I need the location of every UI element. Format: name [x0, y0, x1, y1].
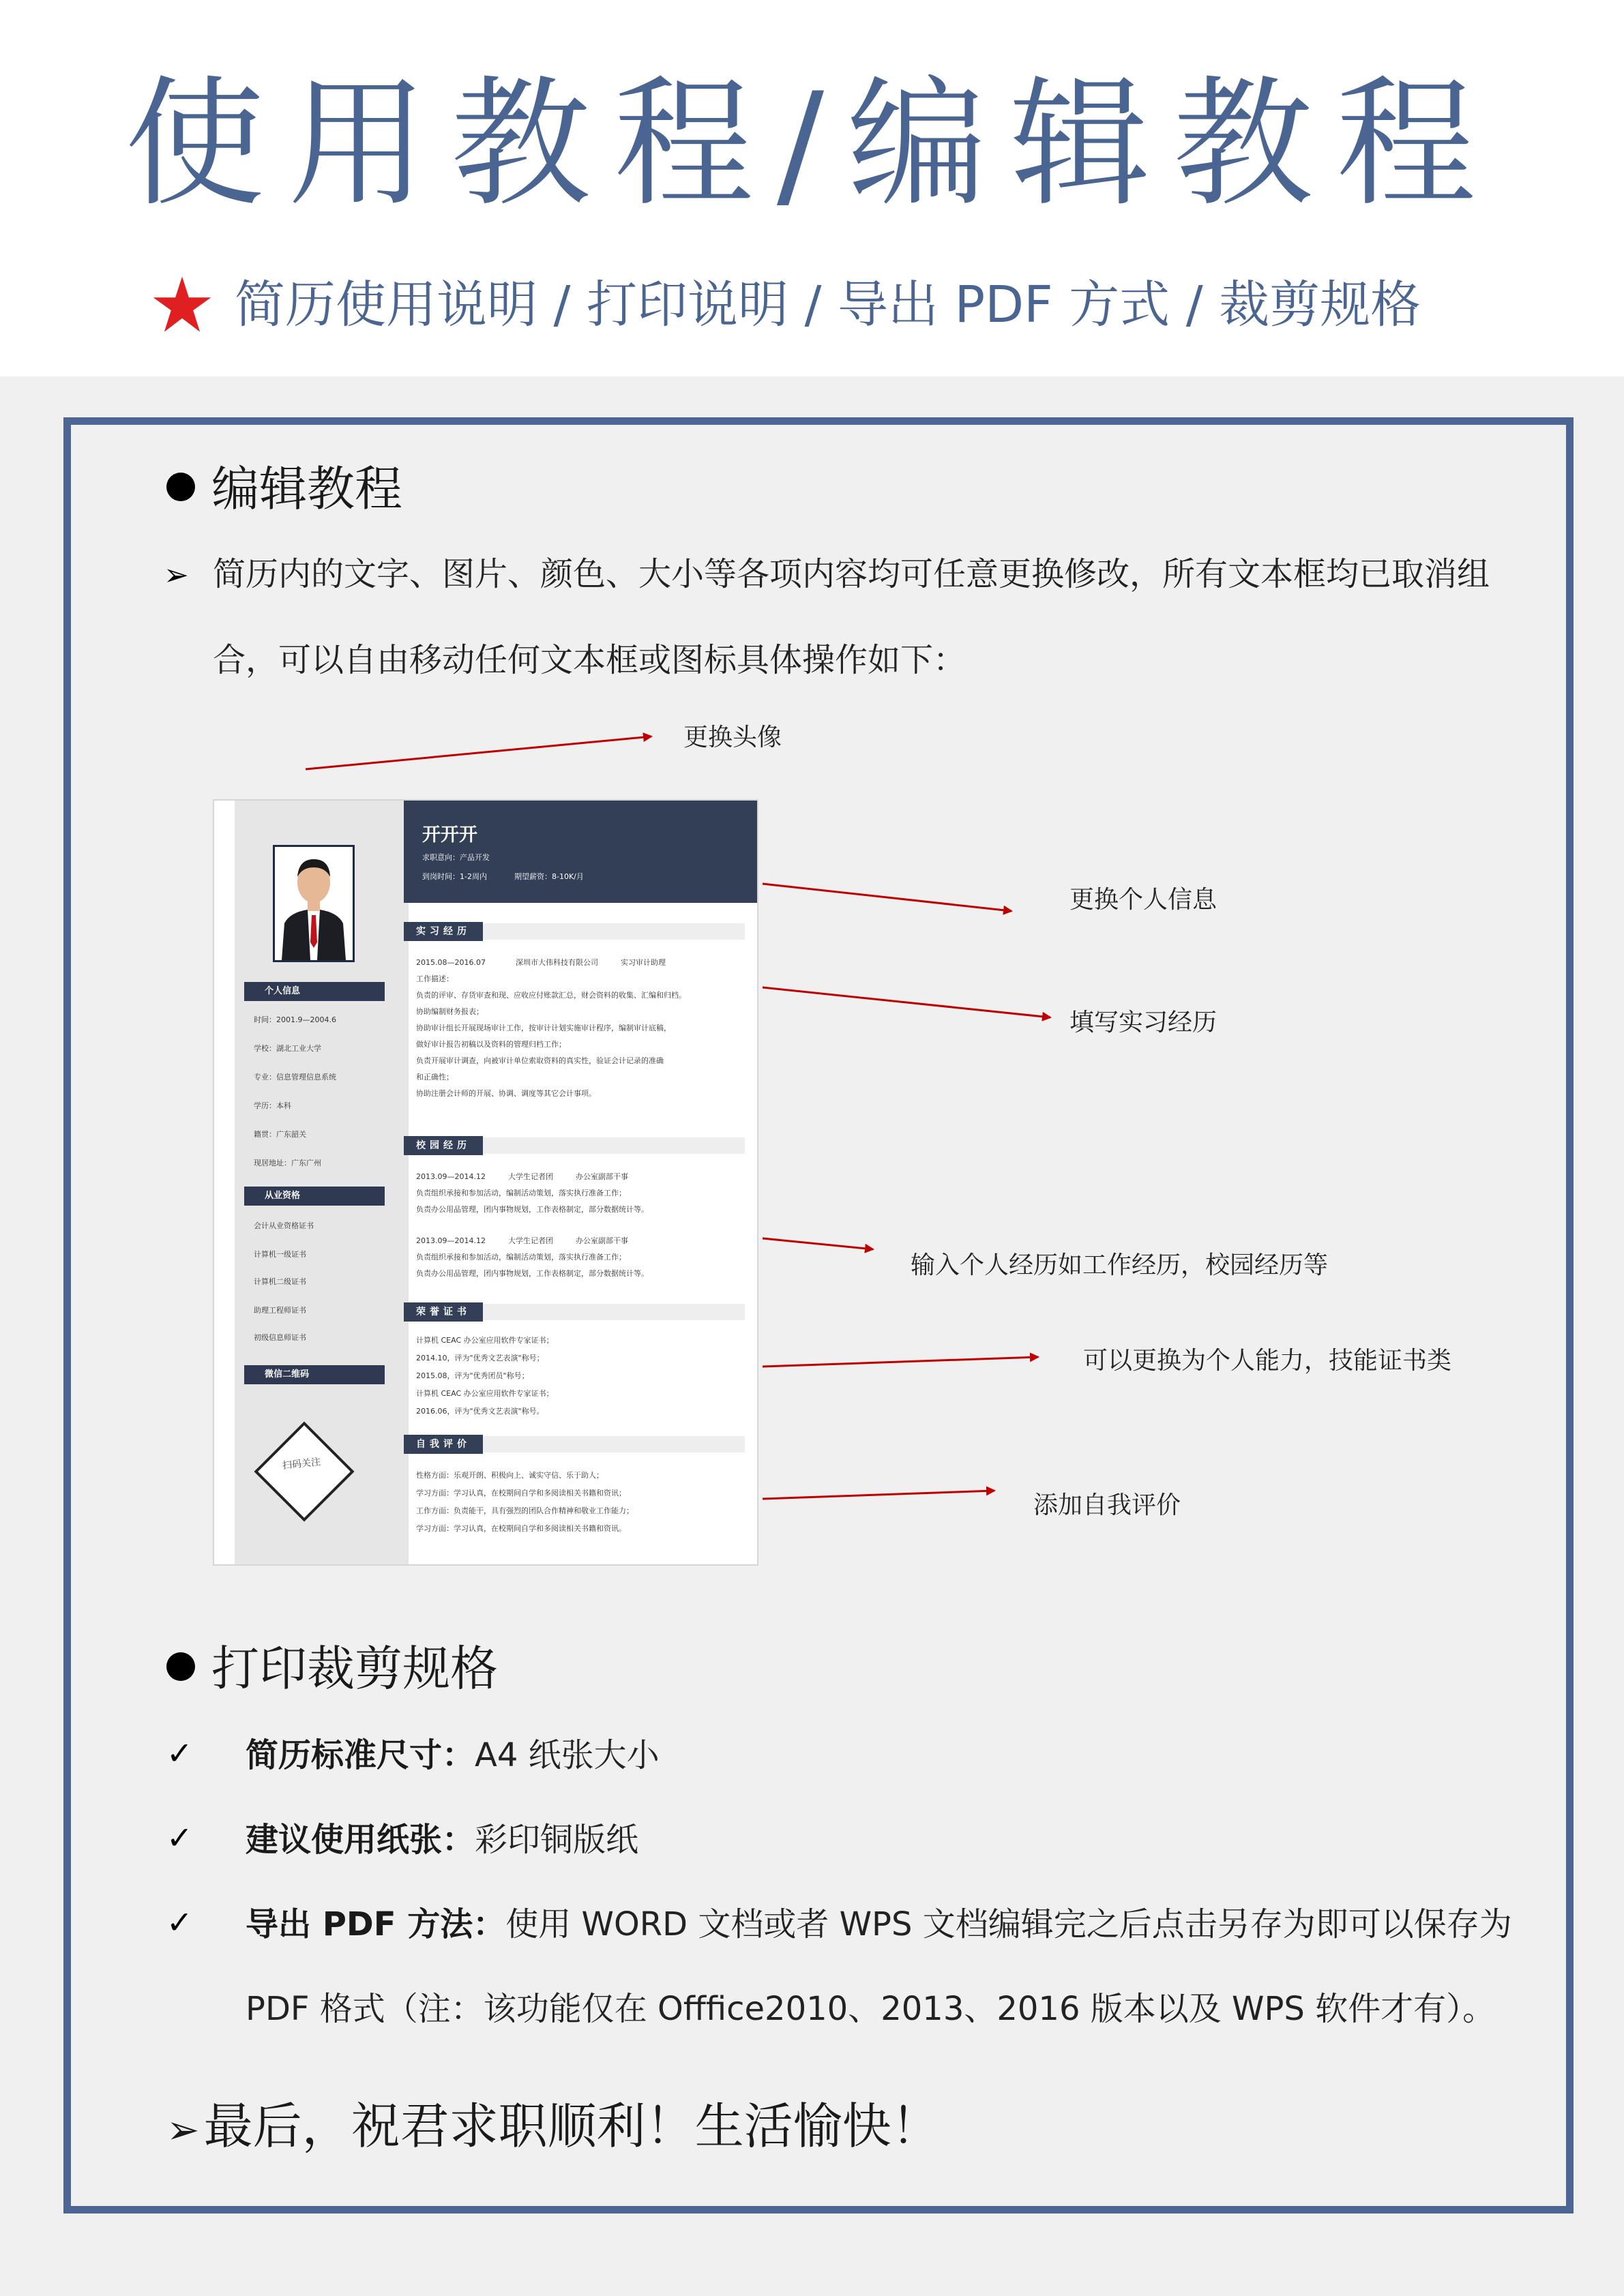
honor-line: 2014.10，评为"优秀文艺表演"称号；	[416, 1354, 544, 1362]
intern-line: 和正确性；	[416, 1073, 454, 1082]
print-item-paper: 建议使用纸张：彩印铜版纸	[246, 1821, 639, 1859]
section-title-self: 自我评价	[404, 1435, 483, 1454]
intern-line: 协助注册会计师的开展、协调、调度等其它会计事项。	[416, 1089, 596, 1098]
closing-message: ➢最后，祝君求职顺利！生活愉快！	[166, 2098, 941, 2155]
campus-line: 负责办公用品管理，团内事物规划，工作表格制定，部分数据统计等。	[416, 1205, 649, 1214]
campus-line: 2013.09—2014.12 大学生记者团 办公室副部干事	[416, 1172, 628, 1181]
qr-caption: 扫码关注	[282, 1457, 321, 1472]
edit-intro-line-2: 合，可以自由移动任何文本框或图标具体操作如下：	[213, 641, 966, 679]
page-subtitle: 简历使用说明 / 打印说明 / 导出 PDF 方式 / 裁剪规格	[235, 275, 1421, 334]
annotation-label: 可以更换为个人能力，技能证书类	[1083, 1347, 1452, 1375]
annotation-label: 填写实习经历	[1069, 1009, 1217, 1037]
honor-line: 计算机 CEAC 办公室应用软件专家证书；	[416, 1389, 554, 1398]
sidebar-item: 初级信息师证书	[254, 1333, 306, 1342]
honor-line: 2016.06，评为"优秀文艺表演"称号。	[416, 1407, 544, 1416]
sidebar-item: 时间：2001.9—2004.6	[254, 1015, 336, 1024]
self-line: 工作方面：负责能干，具有强烈的团队合作精神和敬业工作能力；	[416, 1506, 634, 1515]
page-title: 使用教程/编辑教程	[124, 63, 1500, 226]
intern-line: 协助审计组长开展现场审计工作，按审计计划实施审计程序，编制审计底稿，	[416, 1024, 671, 1032]
arrow-experience	[763, 1238, 873, 1249]
intern-line: 工作描述：	[416, 974, 454, 983]
self-line: 学习方面：学习认真，在校期间自学和多阅读相关书籍和资讯；	[416, 1489, 626, 1497]
intern-line: 协助编制财务报表；	[416, 1007, 484, 1016]
annotation-label: 更换个人信息	[1069, 886, 1217, 914]
sidebar-item: 计算机一级证书	[254, 1250, 306, 1259]
sidebar-item: 助理工程师证书	[254, 1306, 306, 1315]
intern-line: 负责的评审、存货审查和现、应收应付账款汇总，财会资料的收集、汇编和归档。	[416, 991, 686, 1000]
sidebar-tab-skills: 从业资格	[235, 1187, 385, 1206]
campus-line: 负责办公用品管理，团内事物规划，工作表格制定，部分数据统计等。	[416, 1269, 649, 1278]
sidebar-tab-personal: 个人信息	[235, 982, 385, 1001]
arrow-intern	[763, 987, 1050, 1017]
self-line: 学习方面：学习认真，在校期间自学和多阅读相关书籍和资讯。	[416, 1524, 626, 1533]
arrow-skills	[763, 1357, 1038, 1367]
sidebar-item: 会计从业资格证书	[254, 1221, 314, 1230]
resume-meta-2: 到岗时间：1-2周内	[422, 872, 487, 881]
resume-meta-1: 求职意向：产品开发	[422, 853, 490, 862]
edit-section-heading: 编辑教程	[166, 465, 402, 513]
campus-line: 2013.09—2014.12 大学生记者团 办公室副部干事	[416, 1236, 628, 1245]
self-line: 性格方面：乐观开朗、积极向上、诚实守信、乐于助人；	[416, 1471, 604, 1480]
section-title-intern: 实习经历	[404, 922, 483, 941]
annotation-label: 添加自我评价	[1033, 1491, 1181, 1519]
check-icon: ✓	[166, 1735, 193, 1772]
arrow-bullet-icon: ➢	[166, 2106, 200, 2153]
arrow-change-avatar	[306, 736, 651, 769]
honor-line: 计算机 CEAC 办公室应用软件专家证书；	[416, 1336, 554, 1345]
intern-line: 做好审计报告初稿以及资料的管理归档工作；	[416, 1040, 566, 1049]
edit-intro-line-1: 简历内的文字、图片、颜色、大小等各项内容均可任意更换修改，所有文本框均已取消组	[213, 555, 1490, 593]
annotation-label: 更换头像	[683, 724, 782, 751]
print-item-pdf: 导出 PDF 方法：使用 WORD 文档或者 WPS 文档编辑完之后点击另存为即可以保存为	[246, 1905, 1512, 1943]
sidebar-item: 现居地址：广东广州	[254, 1159, 321, 1167]
intern-line: 2015.08—2016.07 深圳市大伟科技有限公司 实习审计助理	[416, 958, 666, 967]
print-item-size: 简历标准尺寸：A4 纸张大小	[246, 1736, 660, 1774]
section-title-campus: 校园经历	[404, 1136, 483, 1155]
resume-meta-3: 期望薪资：8-10K/月	[514, 872, 584, 881]
sidebar-tab-qr: 微信二维码	[235, 1365, 385, 1384]
sidebar-item: 籍贯：广东韶关	[254, 1130, 306, 1139]
arrow-change-info	[763, 884, 1012, 911]
sidebar-item: 专业：信息管理信息系统	[254, 1073, 336, 1082]
print-item-pdf-line-2: PDF 格式（注：该功能仅在 Offfice2010、2013、2016 版本以及 WPS 软件才有）。	[246, 1990, 1496, 2028]
print-section-heading: 打印裁剪规格	[166, 1645, 498, 1693]
sidebar-item: 学历：本科	[254, 1101, 291, 1110]
honor-line: 2015.08，评为"优秀团员"称号；	[416, 1371, 529, 1380]
annotation-label: 输入个人经历如工作经历，校园经历等	[911, 1251, 1329, 1279]
section-title-honor: 荣誉证书	[404, 1302, 483, 1322]
check-icon: ✓	[166, 1819, 193, 1856]
intern-line: 负责开展审计调查，向被审计单位索取资料的真实性，验证会计记录的准确	[416, 1056, 664, 1065]
bullet-dot-icon	[166, 1652, 195, 1681]
resume-name: 开开开	[422, 824, 477, 846]
arrow-self-eval	[763, 1491, 994, 1499]
campus-line: 负责组织承接和参加活动，编制活动策划，落实执行准备工作；	[416, 1189, 626, 1197]
campus-line: 负责组织承接和参加活动，编制活动策划，落实执行准备工作；	[416, 1253, 626, 1262]
check-icon: ✓	[166, 1904, 193, 1941]
sidebar-item: 计算机二级证书	[254, 1277, 306, 1286]
arrow-bullet-icon: ➢	[164, 558, 189, 593]
sidebar-item: 学校：湖北工业大学	[254, 1044, 321, 1053]
